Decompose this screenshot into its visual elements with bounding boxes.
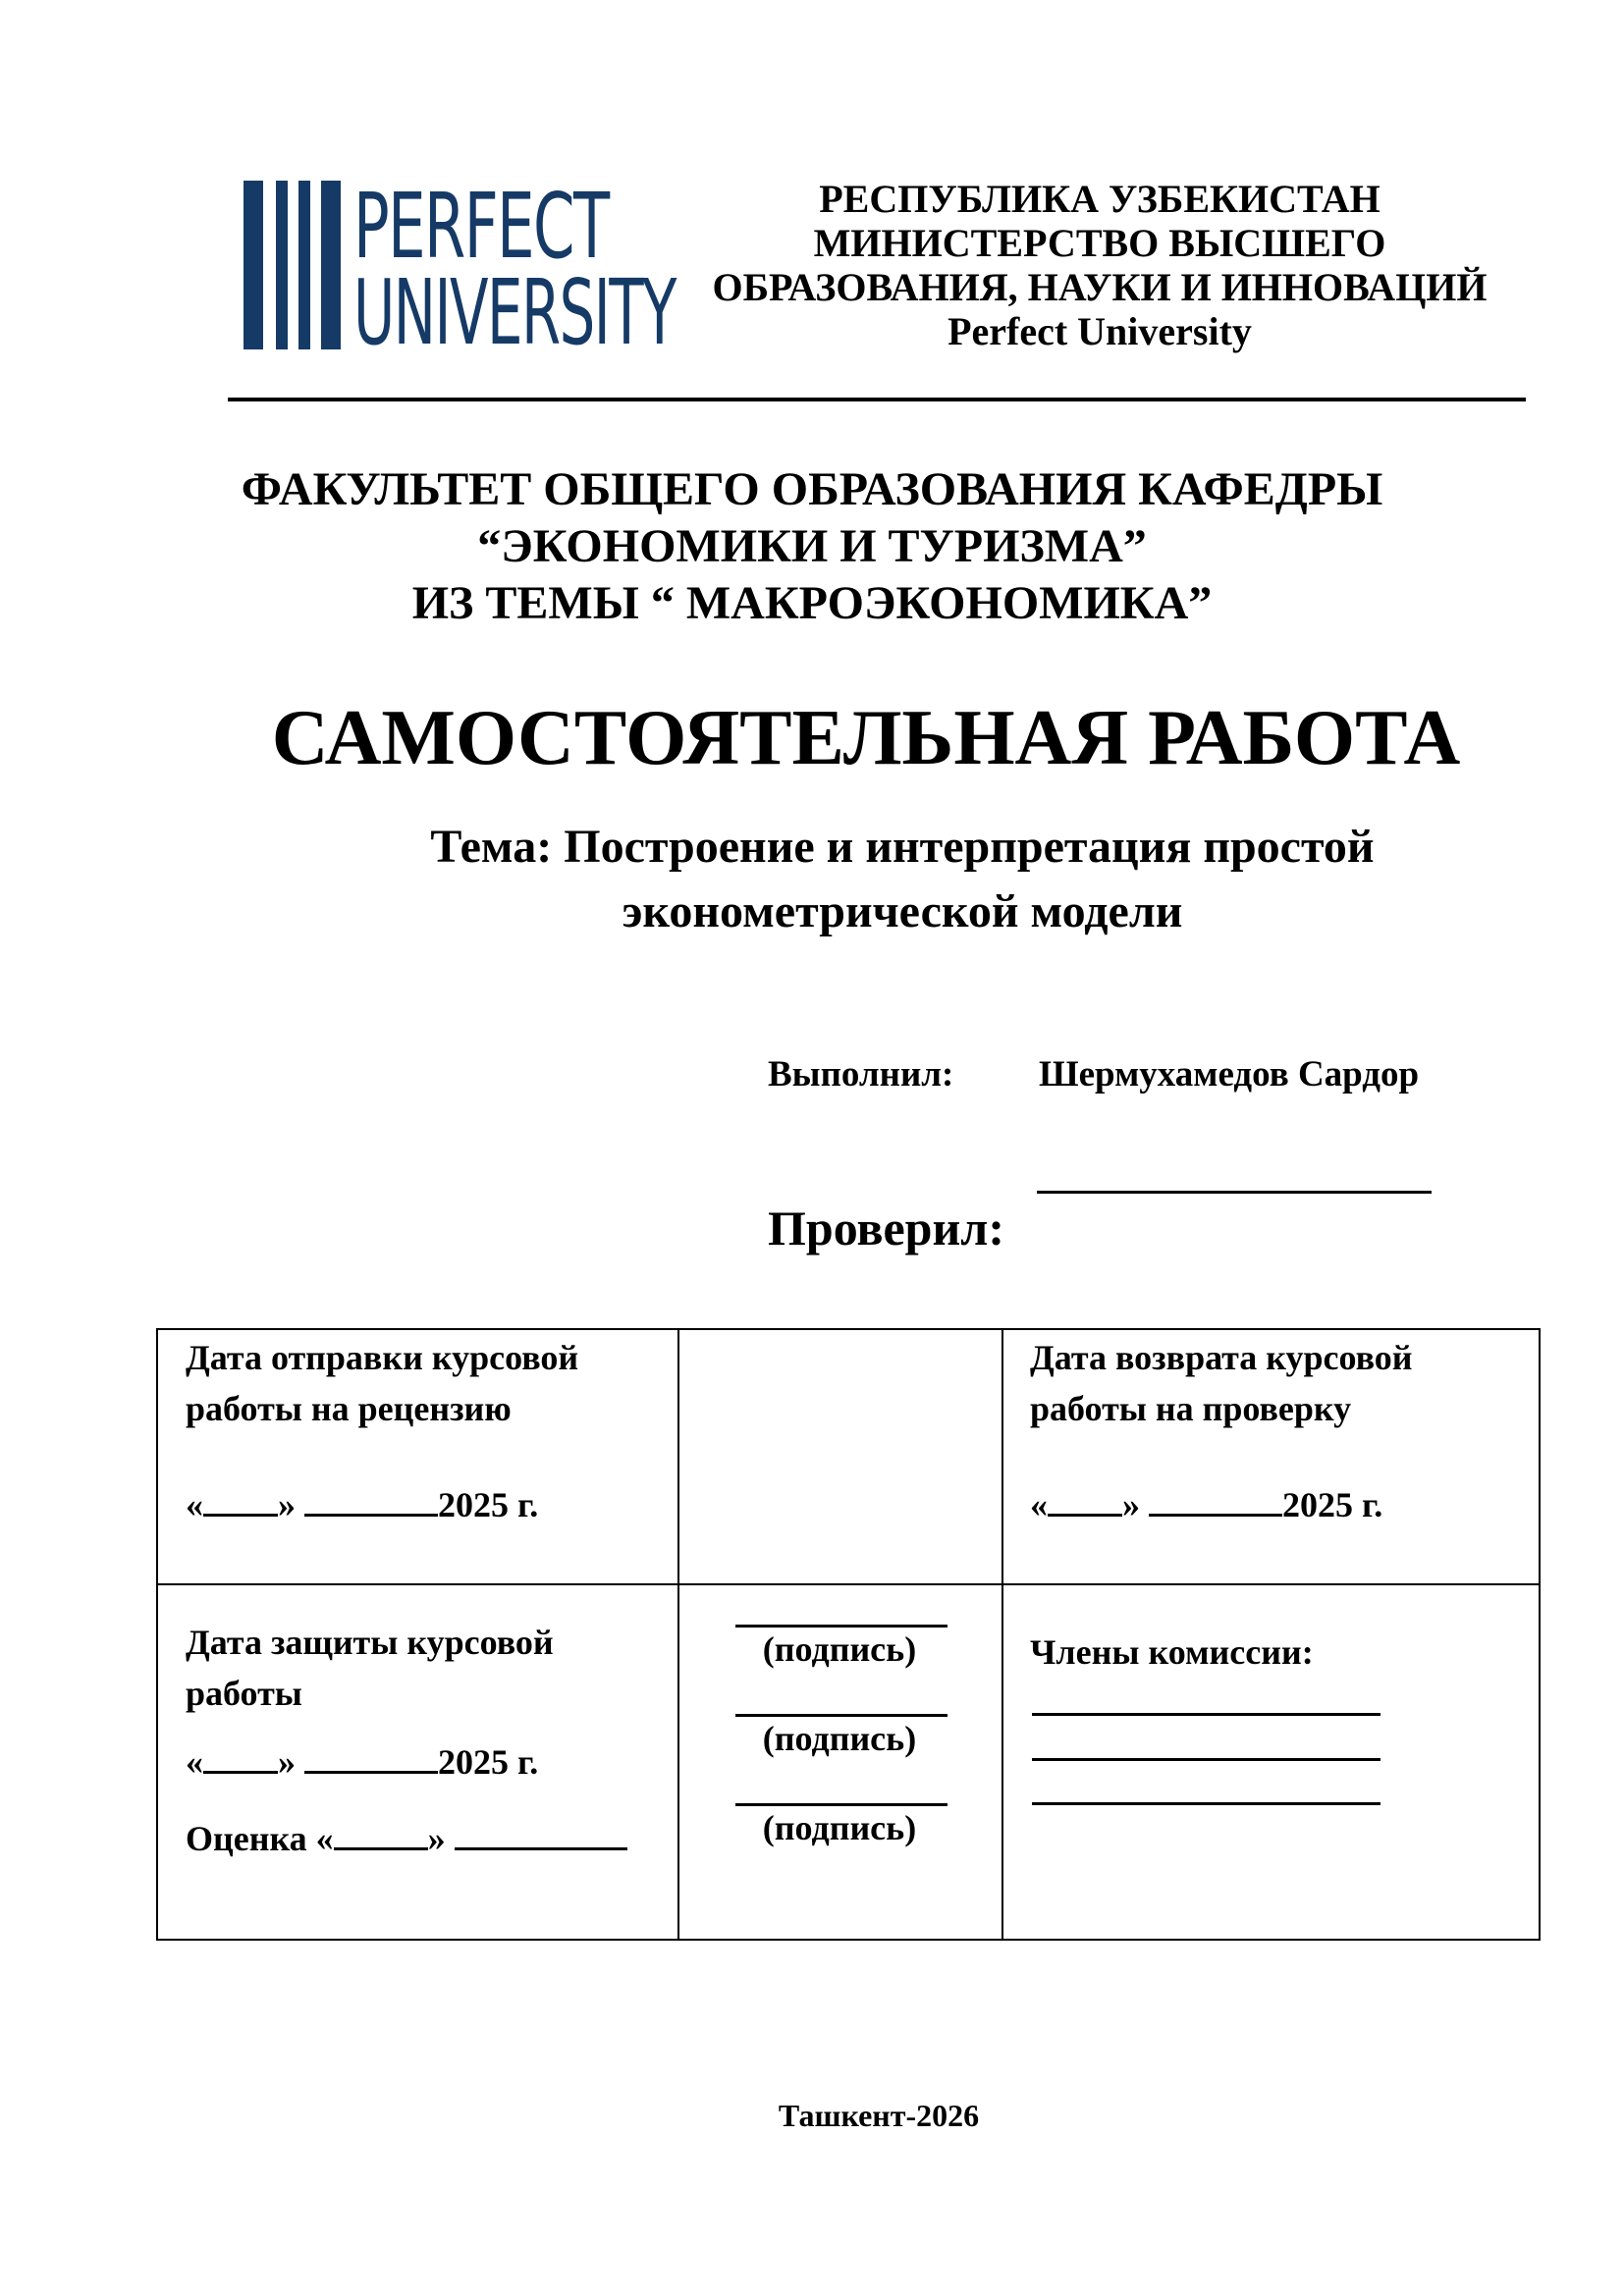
- ministry-line: РЕСПУБЛИКА УЗБЕКИСТАН: [819, 177, 1380, 221]
- faculty-line: ФАКУЛЬТЕТ ОБЩЕГО ОБРАЗОВАНИЯ КАФЕДРЫ: [241, 463, 1383, 515]
- signature-line: [735, 1803, 947, 1806]
- table-hline: [158, 1583, 1539, 1585]
- document-title-text: САМОСТОЯТЕЛЬНАЯ РАБОТА: [271, 695, 1461, 781]
- grade-blank: [334, 1818, 428, 1850]
- signature-line: [735, 1625, 947, 1628]
- table-vline: [1001, 1330, 1003, 1939]
- topic-line: Тема: Построение и интерпретация простой: [430, 821, 1375, 873]
- defense-date-label: Дата защиты курсовой работы: [186, 1623, 554, 1713]
- submit-date-field: « » 2025 г.: [186, 1485, 539, 1524]
- topic-heading: [295, 815, 1510, 944]
- performed-name: Шермухамедов Сардор: [1039, 1054, 1420, 1095]
- checked-label: Проверил:: [768, 1201, 1004, 1255]
- month-blank: [304, 1484, 438, 1517]
- performed-label: Выполнил:: [768, 1054, 954, 1095]
- ministry-line: ОБРАЗОВАНИЯ, НАУКИ И ИННОВАЦИЙ: [712, 265, 1488, 309]
- month-blank: [1149, 1484, 1282, 1517]
- topic-line: эконометрической модели: [622, 885, 1183, 937]
- document-title: [0, 693, 1624, 783]
- logo-text-line1: PERFECT: [353, 175, 609, 280]
- footer-city-year: Ташкент-2026: [778, 2098, 980, 2133]
- signature-label: (подпись): [762, 1719, 917, 1758]
- signature-label: (подпись): [762, 1808, 917, 1847]
- ministry-line: Perfect University: [947, 309, 1252, 353]
- return-date-label: Дата возврата курсовой работы на проверку: [1030, 1338, 1413, 1428]
- logo-bars-icon: [244, 181, 328, 349]
- month-blank: [304, 1741, 438, 1774]
- header-divider: [228, 398, 1526, 401]
- day-blank: [1048, 1484, 1122, 1517]
- signature-label: (подпись): [762, 1629, 917, 1669]
- defense-date-field: « » 2025 г.: [186, 1742, 539, 1782]
- checker-signature-line: [1037, 1191, 1432, 1194]
- ministry-line: МИНИСТЕРСТВО ВЫСШЕГО: [813, 221, 1386, 265]
- day-blank: [203, 1484, 278, 1517]
- grade-field: Оценка « »: [186, 1813, 627, 1864]
- return-date-field: « » 2025 г.: [1030, 1485, 1383, 1524]
- faculty-line: ИЗ ТЕМЫ “ МАКРОЭКОНОМИКА”: [411, 577, 1213, 629]
- commission-line: [1032, 1802, 1380, 1805]
- submit-date-label: Дата отправки курсовой работы на рецензию: [186, 1338, 579, 1428]
- faculty-line: “ЭКОНОМИКИ И ТУРИЗМА”: [477, 520, 1147, 572]
- commission-line: [1032, 1758, 1380, 1761]
- ministry-header: [687, 177, 1512, 353]
- review-table: [156, 1328, 1541, 1941]
- day-blank: [203, 1741, 278, 1774]
- signature-line: [735, 1714, 947, 1717]
- university-logo: [244, 175, 676, 366]
- commission-label: Члены комиссии:: [1030, 1632, 1314, 1672]
- commission-line: [1032, 1713, 1380, 1716]
- grade-words-blank: [455, 1818, 627, 1850]
- logo-text-line2: UNIVERSITY: [353, 261, 676, 366]
- faculty-heading: [196, 461, 1428, 632]
